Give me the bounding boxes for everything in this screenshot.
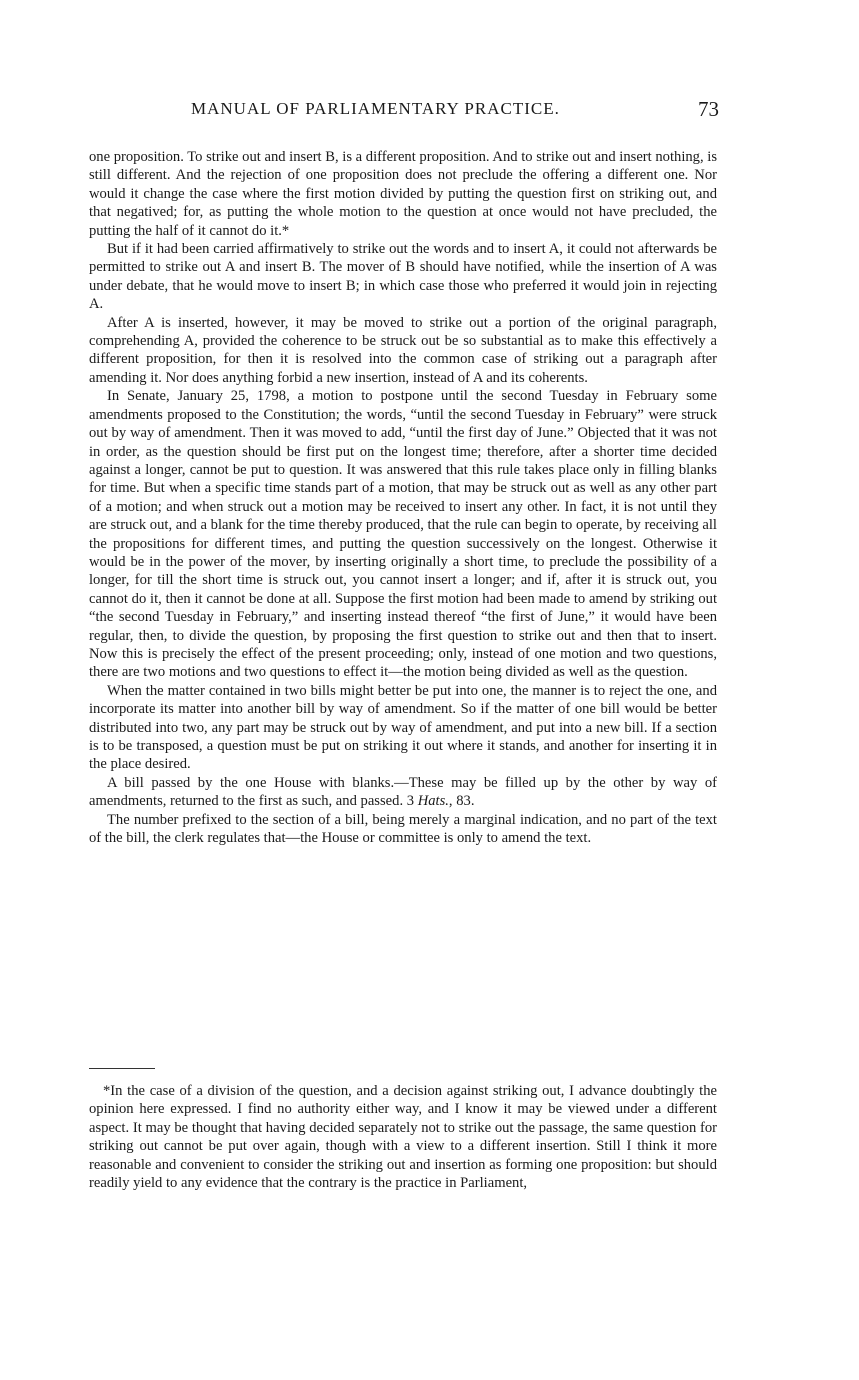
blanks-text: A bill passed by the one House with blanks.—These may be filled up by the other by way of amendments, returned to the first as such, and passed. 3 <box>89 774 717 810</box>
paragraph-after-insertion: After A is inserted, however, it may be moved to strike out a portion of the original paragraph, comprehending A, provided the coherence to be struck out be so substantial as to make this effectively a different proposition, for then it is resolved into the common case of striking out a paragraph after amending it. Nor does anything forbid a new insertion, instead of A and its coherents. <box>89 314 717 386</box>
page-number: 73 <box>698 97 719 121</box>
paragraph-section-number: The number prefixed to the section of a bill, being merely a marginal indication, and no part of the text of the bill, the clerk regulates that—the House or committee is only to amend the text. <box>89 811 717 847</box>
blanks-citation: Hats. <box>417 793 449 810</box>
blanks-citation-suffix: , 83. <box>448 793 475 810</box>
paragraph-continuation: one proposition. To strike out and insert B, is a different proposition. And to strike out and insert nothing, is still different. And the rejection of one proposition does not preclude the offering a different one. Nor would it change the case where the first motion divided by putting the question first on striking out, and that negatived; for, as putting the whole motion to the question at once would not have precluded, the putting the half of it cannot do it.* <box>89 149 717 239</box>
running-head <box>89 97 719 127</box>
running-title: MANUAL OF PARLIAMENTARY PRACTICE. <box>191 99 560 118</box>
footnote-rule <box>89 1068 155 1069</box>
body-text <box>89 148 717 847</box>
paragraph-affirmative-strike: But if it had been carried affirmatively to strike out the words and to insert A, it could not afterwards be permitted to strike out A and insert B. The mover of B should have notified, while the insertion of A was under debate, that he would move to insert B; in which case those who preferred it would join in rejecting A. <box>89 241 717 313</box>
footnote-text: *In the case of a division of the question, and a decision against striking out, I advance doubtingly the opinion here expressed. I find no authority either way, and I know it may be viewed under a different aspect. It may be thought that having decided separately not to strike out the passage, the same question for striking out cannot be put over again, though with a view to a different insertion. Still I think it more reasonable and convenient to consider the striking out and insertion as forming one proposition: but should readily yield to any evidence that the contrary is the practice in Parliament, <box>89 1083 717 1192</box>
paragraph-senate-1798: In Senate, January 25, 1798, a motion to postpone until the second Tuesday in February some amendments proposed to the Constitution; the words, “until the second Tuesday in February” were struck out by way of amendment. Then it was moved to add, “until the first day of June.” Objected that it was not in order, as the question should be first put on the longest time; therefore, after a shorter time decided against a longer, cannot be put to question. It was answered that this rule takes place only in filling blanks for time. But when a specific time stands part of a motion, that may be struck out as well as any other part of a motion; and when struck out a motion may be received to insert any other. In fact, it is not until they are struck out, and a blank for the time thereby produced, that the rule can begin to operate, by receiving all the propositions for different times, and putting the question successively on the longest. Otherwise it would be in the power of the mover, by inserting originally a short time, to preclude the possibility of a longer, for till the short time is struck out, you cannot insert a longer; and if, after it is struck out, you cannot do it, then it cannot be done at all. Suppose the first motion had been made to amend by striking out “the second Tuesday in February,” and inserting instead thereof “the first of June,” it would have been regular, then, to divide the question, by proposing the first question to strike out and then that to insert. Now this is precisely the effect of the present proceeding; only, instead of one motion and two questions, there are two motions and two questions to effect it—the motion being divided as well as the question. <box>89 388 717 681</box>
paragraph-two-bills: When the matter contained in two bills might better be put into one, the manner is to reject the one, and incorporate its matter into another bill by way of amendment. So if the matter of one bill would be better distributed into two, any part may be struck out by way of amendment, and put into a new bill. If a section is to be transposed, a question must be put on striking it out where it stands, and another for inserting it in the place desired. <box>89 682 717 773</box>
paragraph-blanks <box>89 774 717 811</box>
footnote <box>89 1082 717 1192</box>
